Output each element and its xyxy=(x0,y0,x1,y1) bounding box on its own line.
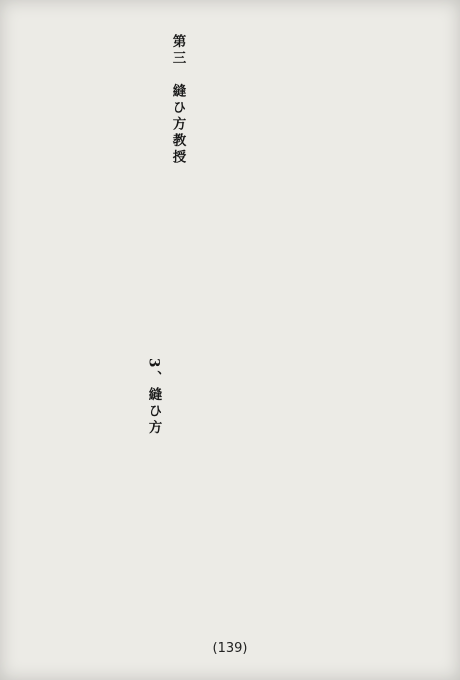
page-number: (139) xyxy=(212,641,248,656)
section-heading: 第三 縫ひ方教授 xyxy=(169,34,186,166)
item-heading: 3、縫ひ方 xyxy=(145,358,162,437)
